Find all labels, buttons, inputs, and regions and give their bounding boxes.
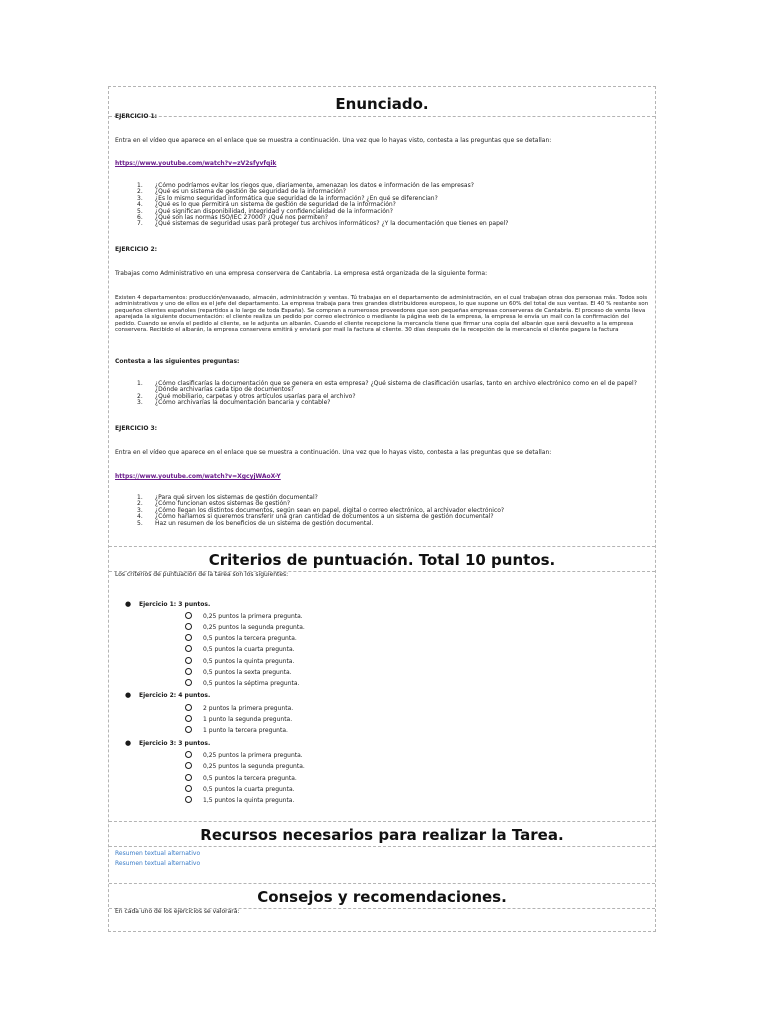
exercise-3-intro: Entra en el vídeo que aparece en el enlace que se muestra a continuación. Una vez que lo hayas visto, contesta a las preguntas que se detallan:	[115, 449, 552, 456]
circle-bullet-icon	[185, 679, 192, 686]
list-item: 6. ¿Qué son las normas ISO/IEC 27000? ¿Qué nos permiten?	[137, 214, 328, 222]
consejos-text: En cada uno de los ejercicios se valorará:	[115, 908, 240, 915]
criteria-group-label: ● Ejercicio 3: 3 puntos.	[139, 740, 210, 747]
section-title-enunciado: Enunciado.	[109, 91, 655, 117]
list-item: 5. Haz un resumen de los beneficios de un sistema de gestión documental.	[137, 519, 374, 527]
list-item: 4. ¿Cómo haríamos si queremos transferir una gran cantidad de documentos a un sistema de gestión documental?	[137, 513, 494, 521]
section-title-consejos: Consejos y recomendaciones.	[109, 883, 655, 909]
list-item: 1. ¿Para qué sirven los sistemas de gestión documental?	[137, 494, 318, 501]
list-item: 7. ¿Qué sistemas de seguridad usas para proteger tus archivos informáticos? ¿Y la documentación que tienes en papel?	[137, 220, 509, 228]
list-item: 1,5 puntos la quinta pregunta.	[185, 796, 294, 804]
exercise-2-prompt: Contesta a las siguientes preguntas:	[115, 358, 240, 365]
exercise-1-questions	[133, 183, 508, 228]
list-item: 1 punto la segunda pregunta.	[185, 715, 292, 723]
criteria-group-label: ● Ejercicio 2: 4 puntos.	[139, 692, 210, 699]
list-item: 1. ¿Cómo clasificarías la documentación que se genera en esta empresa? ¿Qué sistema de clasificación usarías, tanto en archivo electrónico como en el de papel? ¿Dónde archivarías cada tipo de documentos?	[137, 380, 637, 394]
list-item: 2. ¿Cómo funcionan estos sistemas de gestión?	[137, 500, 291, 508]
alt-summary-link[interactable]: Resumen textual alternativo	[115, 850, 201, 857]
exercise-3-video-link[interactable]: https://www.youtube.com/watch?v=XgcyjWAoX-Y	[115, 473, 281, 480]
section-title-recursos: Recursos necesarios para realizar la Tarea.	[109, 821, 655, 847]
circle-bullet-icon	[185, 785, 192, 792]
list-item: 0,25 puntos la primera pregunta.	[185, 751, 303, 759]
list-item: 4. ¿Qué es lo que permitirá un sistema de gestión de seguridad de la información?	[137, 201, 396, 209]
list-item: 0,5 puntos la tercera pregunta.	[185, 774, 297, 782]
circle-bullet-icon	[185, 796, 192, 803]
circle-bullet-icon	[185, 645, 192, 652]
circle-bullet-icon	[185, 726, 192, 733]
circle-bullet-icon	[185, 657, 192, 664]
list-item: 0,25 puntos la segunda pregunta.	[185, 623, 305, 631]
list-item: 3. ¿Es lo mismo seguridad informática que seguridad de la información? ¿En qué se diferencian?	[137, 194, 438, 202]
exercise-3-questions	[133, 495, 504, 527]
circle-bullet-icon	[185, 751, 192, 758]
list-item: 0,5 puntos la quinta pregunta.	[185, 657, 294, 665]
alt-summary-link[interactable]: Resumen textual alternativo	[115, 860, 201, 867]
list-item: 0,5 puntos la sexta pregunta.	[185, 668, 292, 676]
list-item: 0,5 puntos la cuarta pregunta.	[185, 785, 295, 793]
list-item: 0,25 puntos la segunda pregunta.	[185, 762, 305, 770]
list-item: 2. ¿Qué mobiliario, carpetas y otros artículos usarías para el archivo?	[137, 392, 356, 400]
list-item: 2. ¿Qué es un sistema de gestión de seguridad de la información?	[137, 188, 346, 196]
section-title-criterios: Criterios de puntuación. Total 10 puntos.	[109, 546, 655, 572]
document-frame	[108, 86, 656, 932]
exercise-2-title: EJERCICIO 2:	[115, 246, 158, 253]
list-item: 1. ¿Cómo podríamos evitar los riegos que, diariamente, amenazan los datos e información de las empresas?	[137, 182, 474, 189]
list-item: 0,5 puntos la tercera pregunta.	[185, 634, 297, 642]
circle-bullet-icon	[185, 715, 192, 722]
criteria-group-label: ● Ejercicio 1: 3 puntos.	[139, 601, 210, 608]
exercise-2-intro: Trabajas como Administrativo en una empresa conservera de Cantabria. La empresa está organizada de la siguiente forma:	[115, 270, 488, 277]
list-item: 0,5 puntos la séptima pregunta.	[185, 679, 299, 687]
circle-bullet-icon	[185, 762, 192, 769]
exercise-1-intro: Entra en el vídeo que aparece en el enlace que se muestra a continuación. Una vez que lo hayas visto, contesta a las preguntas que se detallan:	[115, 137, 552, 144]
circle-bullet-icon	[185, 634, 192, 641]
exercise-3-title: EJERCICIO 3:	[115, 425, 158, 432]
list-item: 1 punto la tercera pregunta.	[185, 726, 288, 734]
exercise-1-video-link[interactable]: https://www.youtube.com/watch?v=zV2sfyvfqik	[115, 160, 277, 167]
exercise-2-body: Existen 4 departamentos: producción/envasado, almacén, administración y ventas. Tú trabajas en el departamento de administración, en el cual trabajan otras dos personas más. Todos sois administrativos y uno de ellos es el jefe del departamento. La empresa trabaja para tres grandes distribuidores europeos, lo que supone un 60% del total de sus ventas. El 40 % restante son pequeños clientes españoles (repartidos a lo largo de toda España). Se compran a numerosos proveedores que son pequeñas empresas conserveras de Cantabria. El proceso de venta lleva aparejada la siguiente documentación: el cliente realiza un pedido por correo electrónico o mediante la página web de la empresa, la empresa le envía un mail con la confirmación del pedido. Cuando se envía el pedido al cliente, se le adjunta un albarán. Cuando el cliente recepcione la mercancía tiene que firmar una copia del albarán que será devuelto a la empresa conservera. Recibido el albarán, la empresa conservera emitirá y enviará por mail la factura al cliente. 30 días después de la recepción de la mercancía el cliente pagara la factura	[115, 295, 649, 334]
exercise-2-questions	[133, 381, 645, 407]
circle-bullet-icon	[185, 623, 192, 630]
circle-bullet-icon	[185, 612, 192, 619]
list-item: 2 puntos la primera pregunta.	[185, 704, 293, 712]
criterios-intro: Los criterios de puntuación de la tarea son los siguientes:	[115, 571, 289, 578]
list-item: 0,25 puntos la primera pregunta.	[185, 612, 303, 620]
list-item: 3. ¿Cómo archivarías la documentación bancaria y contable?	[137, 399, 331, 407]
circle-bullet-icon	[185, 668, 192, 675]
list-item: 3. ¿Cómo llegan los distintos documentos, según sean en papel, digital o correo electrónico, al archivador electrónico?	[137, 506, 505, 514]
circle-bullet-icon	[185, 704, 192, 711]
list-item: 0,5 puntos la cuarta pregunta.	[185, 645, 295, 653]
circle-bullet-icon	[185, 774, 192, 781]
list-item: 5. ¿Qué significan disponibilidad, integridad y confidencialidad de la información?	[137, 207, 393, 215]
exercise-1-title: EJERCICIO 1:	[115, 113, 158, 120]
